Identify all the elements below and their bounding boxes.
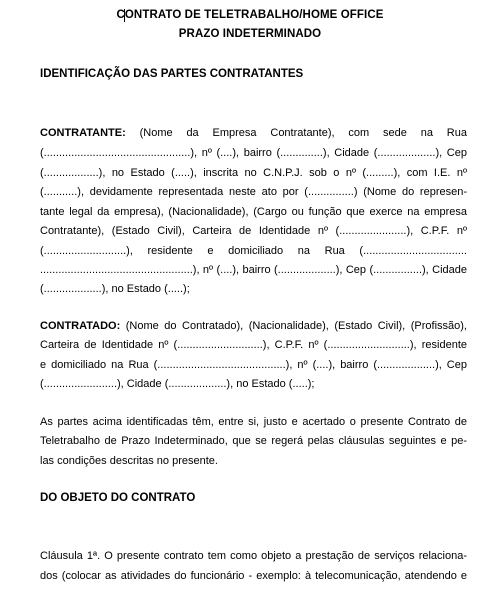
clausula-line-1: dos (colocar as atividades do funcionário - exemplo: à telecomunicação, atendendo e xyxy=(40,570,467,582)
contratante-line-6: (...........................), residente e domiciliado na Rua (.................................. xyxy=(40,245,467,257)
section-heading-identificacao: IDENTIFICAÇÃO DAS PARTES CONTRATANTES xyxy=(40,68,304,80)
contratante-line-5: Contratante), (Estado Civil), Carteira de Identidade nº (......................), C.P.F. nº xyxy=(40,225,467,237)
contratante-line-7: ..................................................), nº (....), bairro (...................), Cep (................), Cidade xyxy=(40,264,467,276)
contratante-line-8: (...................), no Estado (.....); xyxy=(40,283,190,295)
clausula-line-0: Cláusula 1ª. O presente contrato tem como objeto a prestação de serviços relaciona- xyxy=(40,550,467,562)
contratado-line-1: Carteira de Identidade nº (............................), C.P.F. nº (...........................), residente xyxy=(40,339,467,351)
partes-line-0: As partes acima identificadas têm, entre si, justo e acertado o presente Contrato de xyxy=(40,416,467,428)
contratado-line-3: (........................), Cidade (...................), no Estado (.....); xyxy=(40,378,315,390)
contratante-label: CONTRATANTE: xyxy=(40,127,126,139)
document-subtitle: PRAZO INDETERMINADO xyxy=(178,28,322,40)
partes-line-2: las condições descritas no presente. xyxy=(40,455,218,467)
contratante-line-4: tante legal da empresa), (Nacionalidade), (Cargo ou função que exerce na empresa xyxy=(40,206,467,218)
contratante-line-1: (................................................), nº (....), bairro (..............), Cidade (...................), Cep xyxy=(40,147,467,159)
contratante-line-0: CONTRATANTE: (Nome da Empresa Contratante), com sede na Rua xyxy=(40,127,467,139)
contratante-line-3: (...........), devidamente representada neste ato por (...............) (Nome do represen- xyxy=(40,186,467,198)
contratado-label: CONTRATADO: xyxy=(40,320,121,332)
section-heading-objeto: DO OBJETO DO CONTRATO xyxy=(40,492,196,504)
document-title: CONTRATO DE TELETRABALHO/HOME OFFICE xyxy=(116,9,384,21)
partes-line-1: Teletrabalho de Prazo Indeterminado, que se regerá pelas cláusulas seguintes e pe- xyxy=(40,435,467,447)
contratado-line-2: e domiciliado na Rua (..........................................), nº (....), bairro (...................), Cep xyxy=(40,359,467,371)
contratante-line-2: (..................), no Estado (.....), inscrita no C.N.P.J. sob o nº (.........), com I.E. nº xyxy=(40,167,467,179)
contratado-line-0: CONTRATADO: (Nome do Contratado), (Nacionalidade), (Estado Civil), (Profissão), xyxy=(40,320,467,332)
